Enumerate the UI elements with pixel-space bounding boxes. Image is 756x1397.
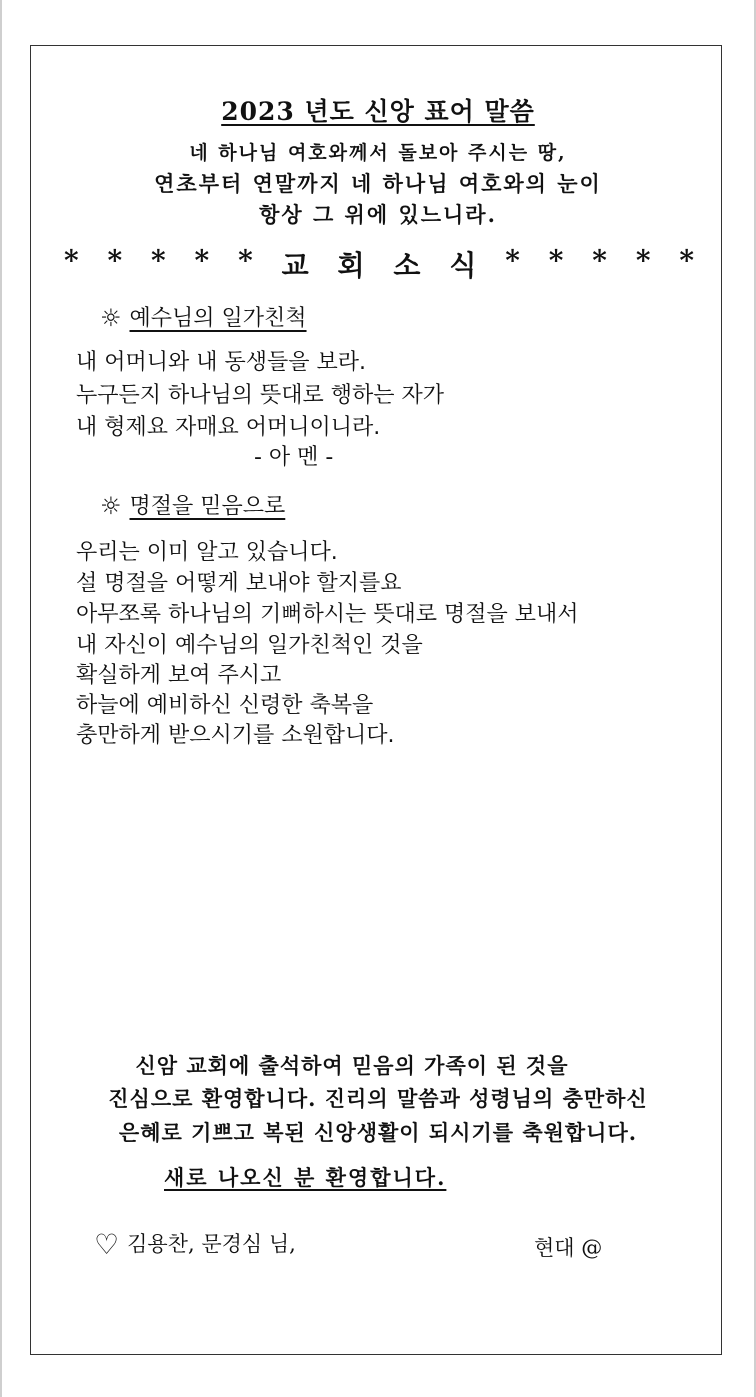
- church-news-banner: [64, 244, 694, 284]
- banner-asterisk: *: [505, 244, 520, 277]
- banner-char: 식: [449, 249, 477, 282]
- banner-asterisk: *: [635, 244, 651, 277]
- section-1-line: 내 형제요 자매요 어머니이니라.: [76, 415, 381, 440]
- banner-char: 교: [281, 249, 309, 282]
- banner-asterisk: *: [548, 244, 564, 277]
- motto-line-2: 연초부터 연말까지 네 하나님 여호와의 눈이: [154, 171, 602, 196]
- banner-asterisk: *: [238, 244, 253, 277]
- newcomer-names: 김용찬, 문경심 님,: [127, 1232, 296, 1256]
- section-1-line: 내 어머니와 내 동생들을 보라.: [76, 350, 366, 375]
- section-2-line: 확실하게 보여 주시고: [76, 663, 282, 688]
- newcomer-entry: [94, 1228, 296, 1261]
- banner-asterisk: *: [151, 244, 166, 277]
- banner-char: 회: [337, 249, 365, 282]
- motto-line-3: 항상 그 위에 있느니라.: [259, 202, 497, 227]
- banner-asterisk: *: [679, 244, 694, 277]
- section-2-line: 내 자신이 예수님의 일가친척인 것을: [76, 633, 423, 658]
- banner-char: 소: [393, 249, 421, 282]
- section-2-line: 설 명절을 어떻게 보내야 할지를요: [76, 571, 402, 596]
- banner-asterisk: *: [107, 244, 123, 277]
- section-heading-1: ☼ 예수님의 일가친척: [100, 304, 307, 332]
- newcomer-region: 현대 @: [534, 1236, 603, 1260]
- sun-icon: ☼: [100, 492, 122, 520]
- banner-asterisk: *: [194, 244, 210, 277]
- welcome-line-1: 신암 교회에 출석하여 믿음의 가족이 된 것을: [135, 1053, 569, 1078]
- section-2-line: 우리는 이미 알고 있습니다.: [76, 540, 338, 565]
- welcome-line-2: 진심으로 환영합니다. 진리의 말씀과 성령님의 충만하신: [108, 1086, 648, 1111]
- section-2-line: 하늘에 예비하신 신령한 축복을: [76, 693, 374, 718]
- newcomer-welcome-title: 새로 나오신 분 환영합니다.: [164, 1165, 447, 1190]
- banner-asterisk: *: [592, 244, 607, 277]
- banner-asterisk: *: [64, 244, 79, 277]
- amen-closing: - 아 멘 -: [254, 445, 334, 470]
- sun-icon: ☼: [100, 304, 122, 332]
- heart-icon: ♡: [94, 1228, 120, 1261]
- section-2-line: 아무쪼록 하나님의 기뻐하시는 뜻대로 명절을 보내서: [76, 602, 579, 627]
- motto-line-1: 네 하나님 여호와께서 돌보아 주시는 땅,: [189, 142, 567, 164]
- welcome-line-3: 은혜로 기쁘고 복된 신앙생활이 되시기를 축원합니다.: [118, 1120, 638, 1145]
- section-heading-2: ☼ 명절을 믿음으로: [100, 492, 286, 520]
- section-2-line: 충만하게 받으시기를 소원합니다.: [76, 723, 395, 748]
- section-1-line: 누구든지 하나님의 뜻대로 행하는 자가: [76, 383, 445, 408]
- document-title: 2023 년도 신앙 표어 말씀: [221, 97, 535, 126]
